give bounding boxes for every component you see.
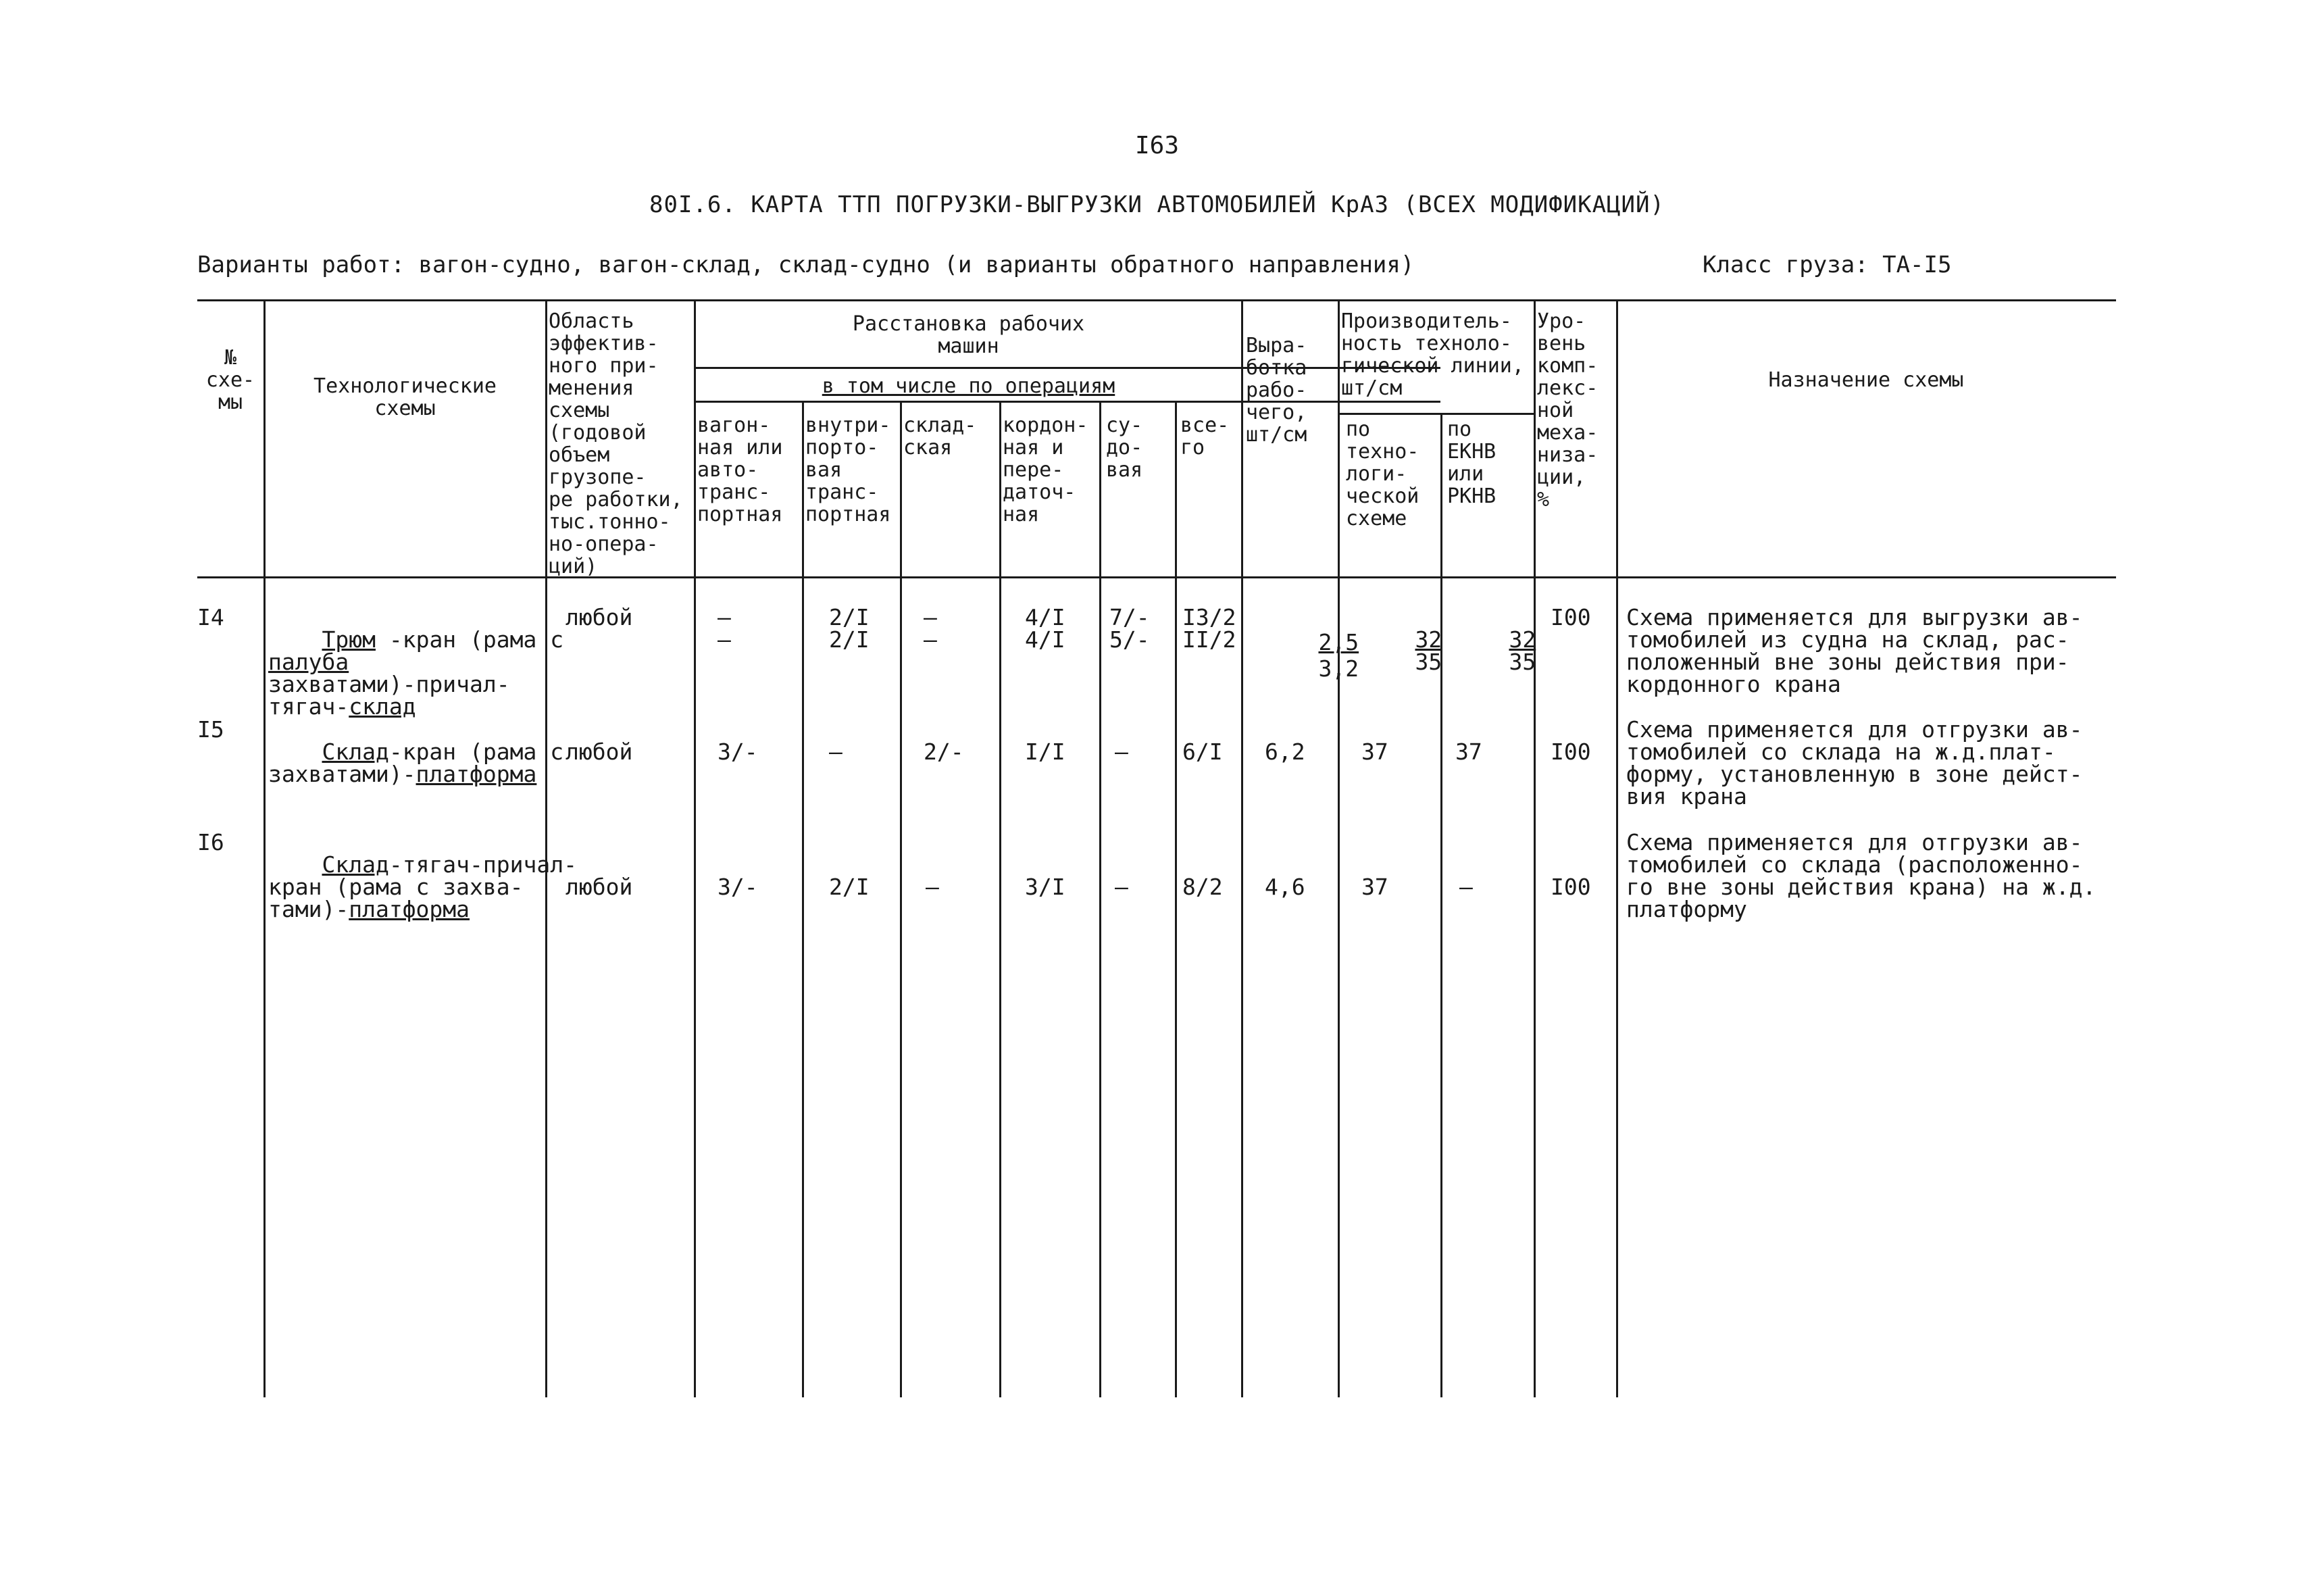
prod-tech-bottom: 35 <box>1415 649 1442 675</box>
row-16-cordon: 3/I <box>1025 874 1065 900</box>
scheme-term-platform: платформа <box>349 896 470 922</box>
scheme-term-platform: платформа <box>416 761 537 787</box>
col-divider-6 <box>999 401 1001 1397</box>
row-16-purpose: Схема применяется для отгрузки ав- томобилей со склада (расположенно- го вне зоны действия крана) на ж.д. платформу <box>1626 829 2096 922</box>
col-divider-5 <box>900 401 902 1397</box>
header-op-total: все- го <box>1180 414 1230 459</box>
col-divider-10 <box>1338 299 1340 1397</box>
row-14-warehouse: – – <box>924 604 937 653</box>
row-15-scheme <box>268 718 563 807</box>
row-14-output <box>1265 609 1359 702</box>
output-bottom: 3,2 <box>1318 655 1359 682</box>
table-top-rule <box>197 299 2116 301</box>
scheme-text: захватами)-причал- тягач- <box>268 671 510 720</box>
cargo-class: Класс груза: ТА-I5 <box>1703 251 1952 278</box>
technology-table <box>197 299 2116 1401</box>
row-15-area: любой <box>565 739 633 765</box>
header-op-wagon: вагон- ная или авто- транс- портная <box>697 414 783 526</box>
col-divider-4 <box>802 401 804 1397</box>
row-15-ship: – <box>1115 739 1128 765</box>
col-divider-11 <box>1440 413 1442 1397</box>
row-14-internal: 2/I 2/I <box>829 604 870 653</box>
row-15-total: 6/I <box>1182 739 1223 765</box>
scheme-text: -тягач-причал- кран (рама с захва- тами)- <box>268 851 577 922</box>
header-op-ship: су- до- вая <box>1106 414 1143 482</box>
row-15-warehouse: 2/- <box>924 739 964 765</box>
row-16-wagon: 3/- <box>718 874 758 900</box>
work-variants: Варианты работ: вагон-судно, вагон-склад, склад-судно (и варианты обратного направления) <box>197 251 1415 278</box>
row-16-total: 8/2 <box>1182 874 1223 900</box>
prod-tech-top: 32 <box>1415 626 1442 653</box>
row-15-purpose: Схема применяется для отгрузки ав- томобилей со склада на ж.д.плат- форму, установленную в зоне дейст- вия крана <box>1626 716 2083 809</box>
row-16-prod-tech: 37 <box>1361 874 1388 900</box>
scheme-term-warehouse: Склад <box>322 851 389 878</box>
header-scheme-no: № схе- мы <box>205 346 255 414</box>
row-15-mech: I00 <box>1551 739 1591 765</box>
prod-norms-bottom: 35 <box>1509 649 1536 675</box>
productivity-subrule <box>1338 413 1534 415</box>
output-top: 2,5 <box>1318 629 1359 655</box>
row-14-total: I3/2 II/2 <box>1182 604 1236 653</box>
row-14-prod-tech <box>1361 606 1442 695</box>
row-16-warehouse: – <box>926 874 939 900</box>
header-by-operations: в том числе по операциям <box>822 374 1115 398</box>
header-productivity: Производитель- ность техноло- гической линии, шт/см <box>1341 309 1524 400</box>
document-title: 80I.6. КАРТА ТТП ПОГРУЗКИ-ВЫГРУЗКИ АВТОМОБИЛЕЙ КрАЗ (ВСЕХ МОДИФИКАЦИЙ) <box>649 191 1665 218</box>
row-14-mech: I00 <box>1551 604 1591 630</box>
col-divider-8 <box>1175 401 1177 1397</box>
row-16-scheme <box>268 831 577 943</box>
row-15-prod-norms: 37 <box>1455 739 1482 765</box>
scheme-term-warehouse: склад <box>349 693 416 720</box>
col-divider-3 <box>694 299 696 1397</box>
row-16-mech: I00 <box>1551 874 1591 900</box>
header-placement: Расстановка рабочих машин <box>852 312 1085 358</box>
row-16-internal: 2/I <box>829 874 870 900</box>
col-divider-13 <box>1616 299 1618 1397</box>
row-15-internal: – <box>829 739 842 765</box>
prod-norms-top: 32 <box>1509 626 1536 653</box>
header-mechanization: Уро- вень комп- лекс- ной меха- низа- ции, % <box>1537 309 1599 512</box>
header-output: Выра- ботка рабо- чего, шт/см <box>1246 334 1307 447</box>
header-bottom-rule <box>197 576 2116 578</box>
row-15-prod-tech: 37 <box>1361 739 1388 765</box>
col-divider-7 <box>1099 401 1101 1397</box>
row-14-no: I4 <box>197 604 224 630</box>
row-14-prod-norms <box>1455 606 1536 695</box>
scheme-text: -кран (рама с захватами)- <box>268 739 564 787</box>
col-divider-9 <box>1241 299 1243 1397</box>
row-14-ship: 7/- 5/- <box>1109 604 1150 653</box>
header-op-warehouse: склад- ская <box>903 414 977 459</box>
scheme-text: -кран (рама с <box>388 626 564 653</box>
header-prod-tech: по техно- логи- ческой схеме <box>1346 418 1419 530</box>
header-op-internal: внутри- порто- вая транс- портная <box>805 414 891 526</box>
row-16-no: I6 <box>197 829 224 855</box>
row-15-output: 6,2 <box>1265 739 1305 765</box>
row-16-prod-norms: – <box>1459 874 1473 900</box>
header-purpose: Назначение схемы <box>1768 368 1964 392</box>
col-divider-12 <box>1534 299 1536 1397</box>
row-15-no: I5 <box>197 716 224 743</box>
header-prod-norms: по ЕКНВ или РКНВ <box>1447 418 1496 508</box>
row-15-wagon: 3/- <box>718 739 758 765</box>
row-16-output: 4,6 <box>1265 874 1305 900</box>
scheme-term-hold: Трюм <box>322 626 376 653</box>
header-area: Область эффектив- ного при- менения схемы (годовой объем грузопе- ре работки, тыс.тонно- но-опера- ций) <box>549 309 683 578</box>
row-15-cordon: I/I <box>1025 739 1065 765</box>
row-14-cordon: 4/I 4/I <box>1025 604 1065 653</box>
page-number: I63 <box>1134 132 1180 159</box>
col-divider-1 <box>263 299 266 1397</box>
header-op-cordon: кордон- ная и пере- даточ- ная <box>1003 414 1088 526</box>
scheme-term-deck: палуба <box>268 649 349 675</box>
scheme-term-warehouse: Склад <box>322 739 389 765</box>
header-tech-schemes: Технологические схемы <box>313 374 497 420</box>
row-14-purpose: Схема применяется для выгрузки ав- томобилей из судна на склад, рас- положенный вне зоны действия при- кордонного крана <box>1626 604 2083 697</box>
row-14-wagon: – – <box>718 604 731 653</box>
row-16-ship: – <box>1115 874 1128 900</box>
row-14-area: любой <box>565 604 633 630</box>
row-16-area: любой <box>565 874 633 900</box>
